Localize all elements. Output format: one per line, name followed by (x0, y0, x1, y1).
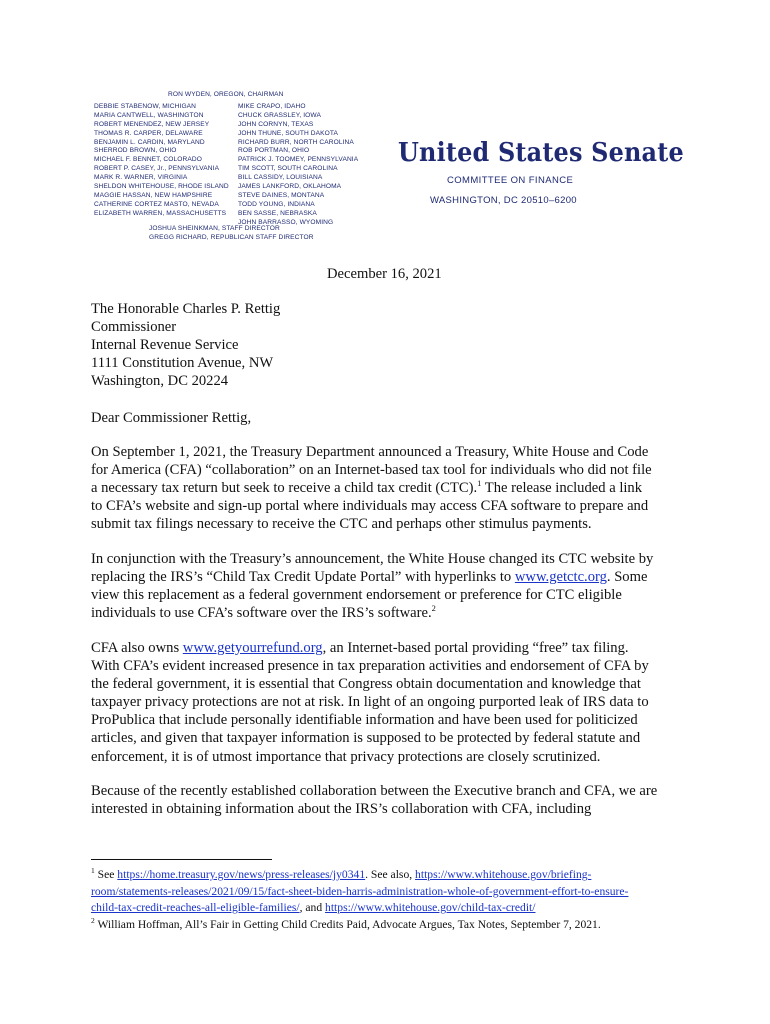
member-name: MICHAEL F. BENNET, COLORADO (94, 156, 202, 164)
text-line (91, 604, 691, 622)
member-name: STEVE DAINES, MONTANA (238, 191, 325, 199)
member-name: MARIA CANTWELL, WASHINGTON (94, 111, 204, 119)
member-name: MAGGIE HASSAN, NEW HAMPSHIRE (94, 191, 213, 199)
committee-name: COMMITTEE ON FINANCE (447, 175, 574, 186)
footnote-1-line (91, 884, 628, 901)
member-name: JOHN THUNE, SOUTH DAKOTA (238, 129, 338, 137)
whitehouse-fact-sheet-link[interactable]: room/statements-releases/2021/09/15/fact-sheet-biden-harris-administration-whole-of-government-effort-to-ensure- (91, 884, 629, 898)
member-name: JAMES LANKFORD, OKLAHOMA (238, 183, 342, 191)
text-line: In conjunction with the Treasury’s announcement, the White House changed its CTC website by (91, 551, 654, 567)
text-segment: . See also, (365, 868, 416, 881)
staff-directors (149, 225, 314, 243)
text-segment: , an Internet-based portal providing “free” tax filing. (322, 640, 629, 656)
member-name: CATHERINE CORTEZ MASTO, NEVADA (94, 200, 219, 208)
whitehouse-ctc-link[interactable]: https://www.whitehouse.gov/child-tax-credit/ (325, 901, 536, 915)
majority-members-list (94, 103, 229, 219)
treasury-press-release-link[interactable]: https://home.treasury.gov/news/press-releases/jy0341 (117, 868, 366, 881)
footnote-1-line (91, 900, 628, 917)
getyourrefund-link[interactable]: www.getyourrefund.org (182, 640, 323, 656)
committee-address: WASHINGTON, DC 20510–6200 (430, 195, 577, 206)
text-segment: William Hoffman, All’s Fair in Getting Child Credits Paid, Advocate Argues, Tax Notes, September 7, 2021. (94, 917, 601, 931)
text-segment: replacing the IRS’s “Child Tax Credit Update Portal” with hyperlinks to (91, 569, 515, 586)
text-line: interested in obtaining information about the IRS’s collaboration with CFA, including (91, 801, 592, 818)
member-name: MIKE CRAPO, IDAHO (238, 103, 306, 110)
footnote-divider (91, 859, 272, 860)
minority-members-list (238, 103, 358, 227)
member-name: JOHN BARRASSO, WYOMING (238, 218, 334, 226)
paragraph-2 (91, 550, 691, 622)
footnote-number: 1 (91, 866, 95, 876)
paragraph-1 (91, 443, 691, 533)
footnote-2-line (91, 917, 628, 934)
text-segment: . Some (606, 569, 648, 586)
member-name: ROB PORTMAN, OHIO (238, 147, 310, 155)
text-segment: CFA also owns (91, 640, 183, 656)
member-name: RICHARD BURR, NORTH CAROLINA (238, 138, 354, 146)
footnote-ref-2[interactable]: 2 (431, 603, 436, 614)
footnote-1-line (91, 867, 628, 884)
text-line: submit tax filings necessary to receive the CTC and perhaps other stimulus payments. (91, 516, 592, 533)
recipient-line: Internal Revenue Service (91, 337, 239, 354)
text-line: Because of the recently established collaboration between the Executive branch and CFA, we are (91, 783, 658, 799)
staff-director: JOSHUA SHEINKMAN, STAFF DIRECTOR (149, 225, 280, 232)
staff-director: GREGG RICHARD, REPUBLICAN STAFF DIRECTOR (149, 233, 314, 241)
footnote-ref-1[interactable]: 1 (477, 478, 482, 489)
chairman-line: RON WYDEN, OREGON, CHAIRMAN (168, 91, 284, 98)
text-line: enforcement, it is of utmost importance that privacy protections are closely scrutinized. (91, 748, 601, 765)
member-name: SHERROD BROWN, OHIO (94, 147, 177, 155)
member-name: ROBERT MENENDEZ, NEW JERSEY (94, 120, 210, 128)
recipient-line: Commissioner (91, 319, 177, 336)
footnotes (91, 867, 628, 933)
text-line: the federal government, it is essential that Congress obtain documentation and knowledge that (91, 676, 641, 693)
member-name: CHUCK GRASSLEY, IOWA (238, 111, 321, 119)
text-segment: , and (299, 901, 326, 915)
recipient-block (91, 300, 280, 390)
recipient-line: The Honorable Charles P. Rettig (91, 301, 281, 317)
text-line: to CFA’s website and sign-up portal where individuals may access CFA software to prepare and (91, 498, 649, 515)
member-name: BILL CASSIDY, LOUISIANA (238, 174, 323, 182)
letter-date: December 16, 2021 (327, 266, 442, 282)
text-segment: a necessary tax return but seek to receive a child tax credit (CTC). (91, 480, 478, 497)
text-line: for America (CFA) “collaboration” on an Internet-based tax tool for individuals who did not file (91, 462, 652, 479)
member-name: JOHN CORNYN, TEXAS (238, 120, 314, 128)
member-name: BEN SASSE, NEBRASKA (238, 209, 317, 217)
senate-title: United States Senate (398, 138, 684, 168)
whitehouse-fact-sheet-link[interactable]: https://www.whitehouse.gov/briefing- (415, 868, 592, 881)
text-line: taxpayer privacy protections are not at risk. In light of an ongoing purported leak of IRS data to (91, 694, 649, 711)
member-name: ROBERT P. CASEY, Jr., PENNSYLVANIA (94, 165, 220, 173)
text-line: With CFA’s evident increased presence in tax preparation activities and endorsement of CFA by (91, 658, 649, 675)
member-name: ELIZABETH WARREN, MASSACHUSETTS (94, 209, 227, 217)
text-segment: See (94, 868, 118, 881)
text-segment: The release included a link (481, 480, 643, 497)
text-line (91, 639, 691, 657)
member-name: PATRICK J. TOOMEY, PENNSYLVANIA (238, 156, 359, 164)
getctc-link[interactable]: www.getctc.org (514, 569, 607, 586)
recipient-line: 1111 Constitution Avenue, NW (91, 355, 274, 372)
member-name: BENJAMIN L. CARDIN, MARYLAND (94, 138, 205, 146)
text-line: articles, and given that taxpayer information is supposed to be protected by federal statute and (91, 730, 641, 747)
salutation: Dear Commissioner Rettig, (91, 410, 252, 426)
member-name: SHELDON WHITEHOUSE, RHODE ISLAND (94, 183, 229, 191)
member-name: THOMAS R. CARPER, DELAWARE (94, 129, 203, 137)
text-line (91, 568, 691, 586)
text-line: view this replacement as a federal government endorsement or preference for CTC eligible (91, 587, 622, 604)
paragraph-4 (91, 782, 691, 818)
paragraph-3 (91, 639, 691, 766)
footnote-number: 2 (91, 915, 95, 925)
recipient-line: Washington, DC 20224 (91, 373, 229, 390)
member-name: TIM SCOTT, SOUTH CAROLINA (238, 165, 338, 173)
whitehouse-fact-sheet-link[interactable]: child-tax-credit-reaches-all-eligible-families/ (91, 901, 300, 915)
text-line: ProPublica that include personally identifiable information and have been used for politicized (91, 712, 638, 729)
text-line: On September 1, 2021, the Treasury Department announced a Treasury, White House and Code (91, 444, 649, 460)
member-name: MARK R. WARNER, VIRGINIA (94, 174, 188, 182)
text-segment: individuals to use CFA’s software over the IRS’s software. (91, 605, 432, 622)
member-name: DEBBIE STABENOW, MICHIGAN (94, 103, 197, 110)
text-line (91, 479, 691, 497)
member-name: TODD YOUNG, INDIANA (238, 200, 315, 208)
